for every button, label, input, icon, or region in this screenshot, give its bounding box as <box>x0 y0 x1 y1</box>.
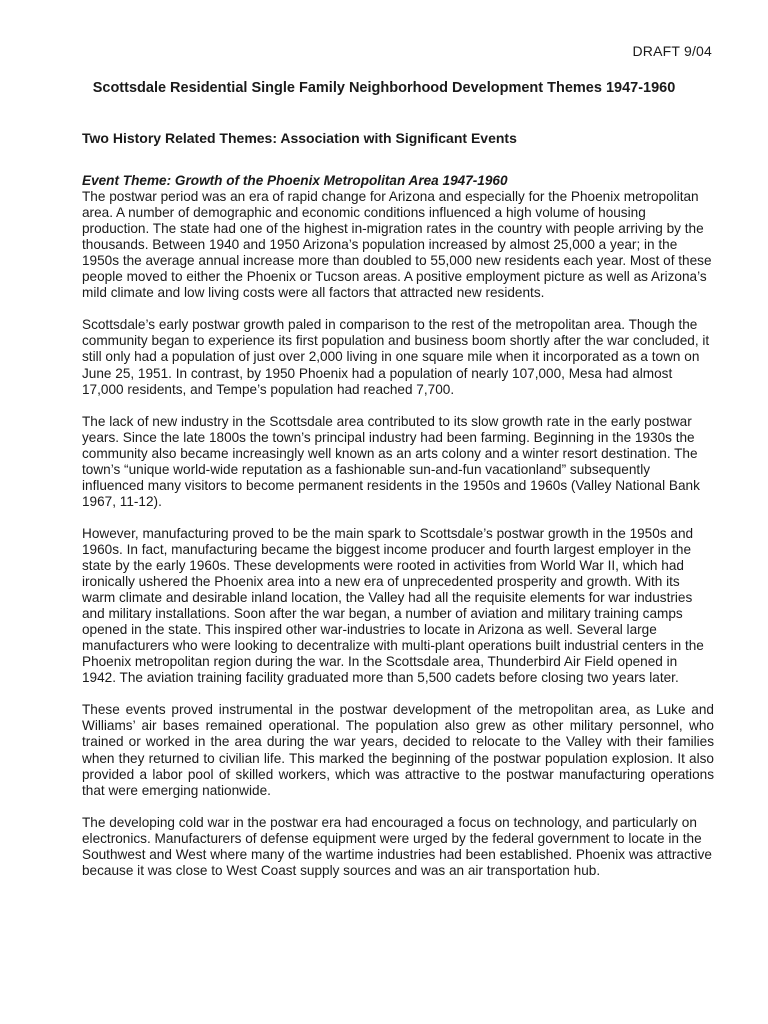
paragraph-cold-war: The developing cold war in the postwar era had encouraged a focus on technology, and particularly on electronics. Manufacturers of defense equipment were urged by the federal government to locate in the Southwest and West where many of the wartime industries had been established. Phoenix was attractive because it was close to West Coast supply sources and was an air transportation hub. <box>82 814 712 878</box>
paragraph-scottsdale-growth: Scottsdale’s early postwar growth paled in comparison to the rest of the metropolitan area. Though the community began to experience its first population and business boom shortly after the war concluded, it still only had a population of just over 2,000 living in one square mile when it incorporated as a town on June 25, 1951. In contrast, by 1950 Phoenix had a population of nearly 107,000, Mesa had almost 17,000 residents, and Tempe’s population had reached 7,700. <box>82 317 710 397</box>
event-theme-heading: Event Theme: Growth of the Phoenix Metropolitan Area 1947-1960 <box>82 173 508 188</box>
draft-label: DRAFT 9/04 <box>632 43 712 59</box>
document-title: Scottsdale Residential Single Family Neighborhood Development Themes 1947-1960 <box>92 80 676 96</box>
section-subtitle: Two History Related Themes: Association with Significant Events <box>82 130 517 146</box>
paragraph-lack-of-industry: The lack of new industry in the Scottsdale area contributed to its slow growth rate in the early postwar years. Since the late 1800s the town’s principal industry had been farming. Beginning in the 1930s the community also became increasingly well known as an arts colony and a winter resort destination. The town’s “unique world-wide reputation as a fashionable sun-and-fun vacationland” subsequently influenced many visitors to become permanent residents in the 1950s and 1960s (Valley National Bank 1967, 11-12). <box>82 413 700 509</box>
paragraph-manufacturing: However, manufacturing proved to be the main spark to Scottsdale’s postwar growth in the 1950s and 1960s. In fact, manufacturing became the biggest income producer and fourth largest employer in the state by the early 1960s. These developments were rooted in activities from World War II, which had ironically ushered the Phoenix area into a new era of unprecedented prosperity and growth. With its warm climate and desirable inland location, the Valley had all the requisite elements for war industries and military installations. Soon after the war began, a number of aviation and military training camps opened in the state. This inspired other war-industries to locate in Arizona as well. Several large manufacturers who were looking to decentralize with multi-plant operations built industrial centers in the Phoenix metropolitan region during the war. In the Scottsdale area, Thunderbird Air Field opened in 1942. The aviation training facility graduated more than 5,500 cadets before closing two years later. <box>82 525 704 686</box>
paragraph-postwar-period: The postwar period was an era of rapid change for Arizona and especially for the Phoenix metropolitan area. A number of demographic and economic conditions influenced a high volume of housing production. The state had one of the highest in-migration rates in the country with people arriving by the thousands. Between 1940 and 1950 Arizona’s population increased by almost 25,000 a year; in the 1950s the average annual increase more than doubled to 55,000 new residents each year. Most of these people moved to either the Phoenix or Tucson areas. A positive employment picture as well as Arizona’s mild climate and low living costs were all factors that attracted new residents. <box>82 189 712 301</box>
document-body <box>82 173 714 895</box>
paragraph-postwar-development: These events proved instrumental in the postwar development of the metropolitan area, as Luke and Williams’ air bases remained operational. The population also grew as other military personnel, who trained or worked in the area during the war years, decided to relocate to the Valley with their families when they returned to civilian life. This marked the beginning of the postwar population explosion. It also provided a labor pool of skilled workers, which was attractive to the postwar manufacturing operations that were emerging nationwide. <box>82 702 714 798</box>
